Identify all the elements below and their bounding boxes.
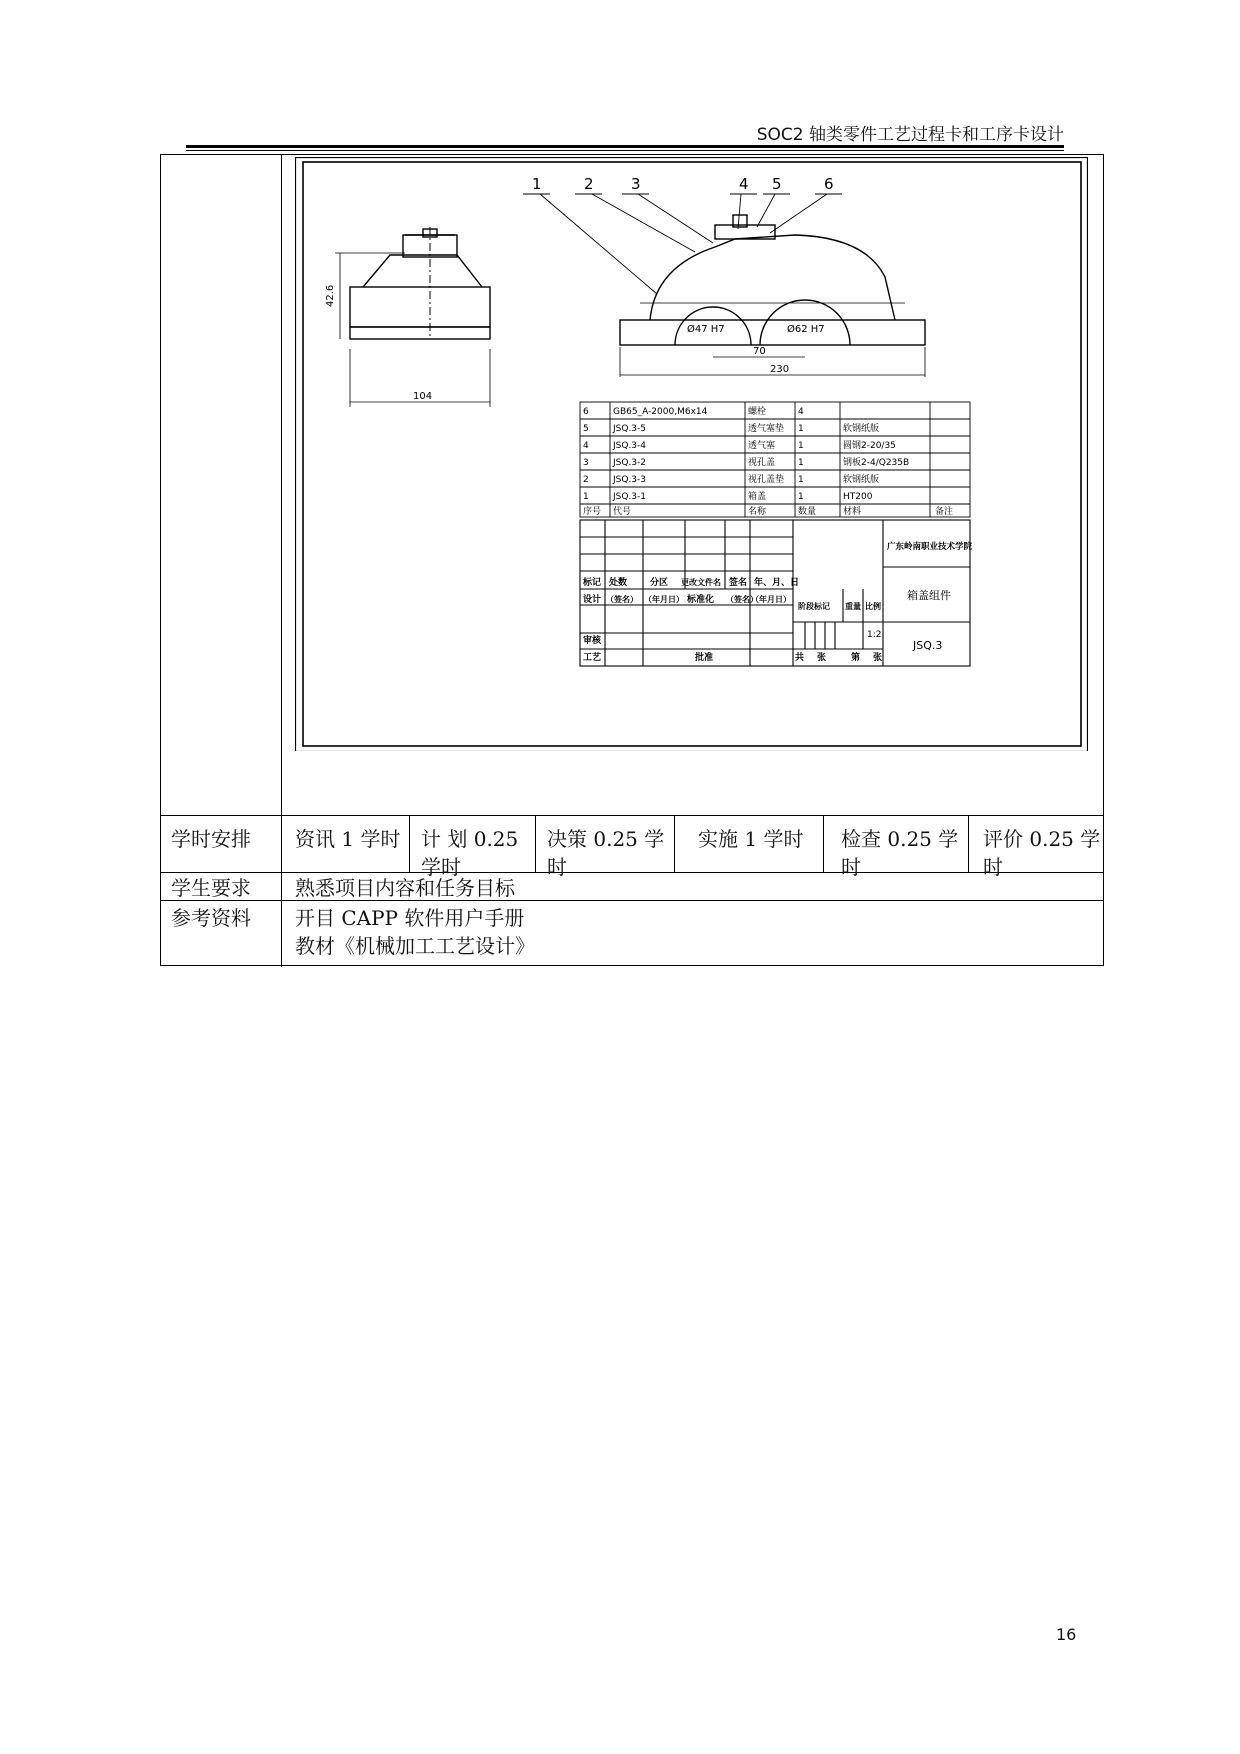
callout-4: 4 <box>739 175 749 193</box>
bom-cell: 4 <box>583 441 589 451</box>
tb-label: （年月日） <box>644 595 684 604</box>
bom-cell: 视孔盖垫 <box>748 475 785 485</box>
tb-label: 处数 <box>609 578 628 588</box>
tb-label: 批准 <box>695 653 714 663</box>
bom-cell: 1 <box>798 424 804 434</box>
tb-label: 第 <box>851 653 861 663</box>
school-name: 广东岭南职业技术学院 <box>887 542 973 552</box>
schedule-cell: 实施 1 学时 <box>698 827 804 851</box>
bom-cell: GB65_A-2000,M6x14 <box>613 407 708 417</box>
front-view <box>620 215 925 377</box>
schedule-cell: 资讯 1 学时 <box>295 827 401 851</box>
tb-label: 标记 <box>583 578 602 588</box>
bom-cell: 透气塞垫 <box>748 424 785 434</box>
schedule-cell: 决策 0.25 学时 <box>547 827 665 879</box>
bom-header: 序号 <box>583 507 602 517</box>
tb-label: 阶段标记 <box>798 602 830 611</box>
bom-cell: 1 <box>798 458 804 468</box>
bom-header: 数量 <box>798 507 817 517</box>
row-label-schedule: 学时安排 <box>171 827 251 851</box>
bom-cell: 3 <box>583 458 589 468</box>
scale-value: 1:2 <box>867 630 882 640</box>
tb-label: 更改文件名 <box>681 578 721 587</box>
bom-cell: JSQ.3-5 <box>613 424 647 434</box>
bom-cell: JSQ.3-2 <box>613 458 647 468</box>
callout-3: 3 <box>631 175 641 193</box>
header-rule <box>186 145 1064 148</box>
bom-cell: 箱盖 <box>748 492 767 502</box>
part-name: 箱盖组件 <box>907 589 951 602</box>
label-column-divider <box>281 155 282 815</box>
bom-cell: 1 <box>798 475 804 485</box>
bom-cell: 软钢纸版 <box>843 475 880 485</box>
schedule-cell: 检查 0.25 学时 <box>841 827 959 879</box>
bom-cell: 1 <box>798 441 804 451</box>
bom-cell: JSQ.3-3 <box>613 475 647 485</box>
tb-label: 签名 <box>729 578 748 588</box>
bom-cell: JSQ.3-1 <box>613 492 647 502</box>
bom-cell: 1 <box>583 492 589 502</box>
tb-label: 比例 <box>865 602 881 611</box>
bom-cell: HT200 <box>843 492 873 502</box>
requirements-text: 熟悉项目内容和任务目标 <box>295 876 515 900</box>
dim-bore2: Ø62 H7 <box>787 324 825 335</box>
row-label-references: 参考资料 <box>171 906 251 930</box>
tb-label: （签名） <box>726 595 758 604</box>
callout-1: 1 <box>532 175 542 193</box>
tb-label: （签名） <box>606 595 638 604</box>
drawing-number: JSQ.3 <box>913 639 943 652</box>
bom-cell: JSQ.3-4 <box>613 441 647 451</box>
dim-height: 42.6 <box>325 284 336 307</box>
reference-line: 教材《机械加工工艺设计》 <box>295 934 535 958</box>
header-rule-thin <box>186 150 1064 151</box>
dim-bore1: Ø47 H7 <box>687 324 725 335</box>
bom-cell: 视孔盖 <box>748 458 776 468</box>
schedule-cell: 计 划 0.25 学时 <box>421 827 519 879</box>
bom-cell: 6 <box>583 407 589 417</box>
page-number: 16 <box>1056 1625 1077 1644</box>
bom-cell: 钢板2-4/Q235B <box>843 458 910 468</box>
callout-2: 2 <box>584 175 594 193</box>
reference-line: 开目 CAPP 软件用户手册 <box>295 906 525 930</box>
bom-cell: 2 <box>583 475 589 485</box>
bom-cell: 4 <box>798 407 804 417</box>
bom-cell: 1 <box>798 492 804 502</box>
tb-label: 设计 <box>583 595 602 605</box>
schedule-cell: 评价 0.25 学时 <box>983 827 1101 879</box>
bom-cell: 5 <box>583 424 589 434</box>
bom-cell: 透气塞 <box>748 441 776 451</box>
assembly-drawing <box>295 157 1088 751</box>
tb-label: 年、月、日 <box>754 578 800 588</box>
tb-label: 张 <box>873 653 883 663</box>
bom-cell: 圆钢2-20/35 <box>843 441 896 451</box>
dim-center: 70 <box>753 346 766 357</box>
side-view <box>335 227 490 407</box>
tb-label: 张 <box>817 653 827 663</box>
row-label-requirements: 学生要求 <box>171 876 251 900</box>
callout-6: 6 <box>824 175 834 193</box>
tb-label: 工艺 <box>583 653 602 663</box>
bom-cell: 螺栓 <box>748 407 767 417</box>
bom-cell: 软钢纸版 <box>843 424 880 434</box>
bom-header: 代号 <box>613 507 632 517</box>
dim-total: 230 <box>770 364 790 375</box>
callout-5: 5 <box>772 175 782 193</box>
tb-label: 标准化 <box>687 595 715 605</box>
dim-width: 104 <box>413 391 433 402</box>
tb-label: （年月日） <box>751 595 791 604</box>
tb-label: 审核 <box>583 636 602 646</box>
tb-label: 共 <box>795 653 805 663</box>
bom-header: 备注 <box>935 507 954 517</box>
bom-header: 名称 <box>748 507 767 517</box>
bom-rows <box>583 405 953 517</box>
header-title: SOC2 轴类零件工艺过程卡和工序卡设计 <box>756 125 1064 145</box>
tb-label: 分区 <box>650 578 669 588</box>
bom-header: 材料 <box>843 507 862 517</box>
tb-label: 重量 <box>845 602 861 611</box>
